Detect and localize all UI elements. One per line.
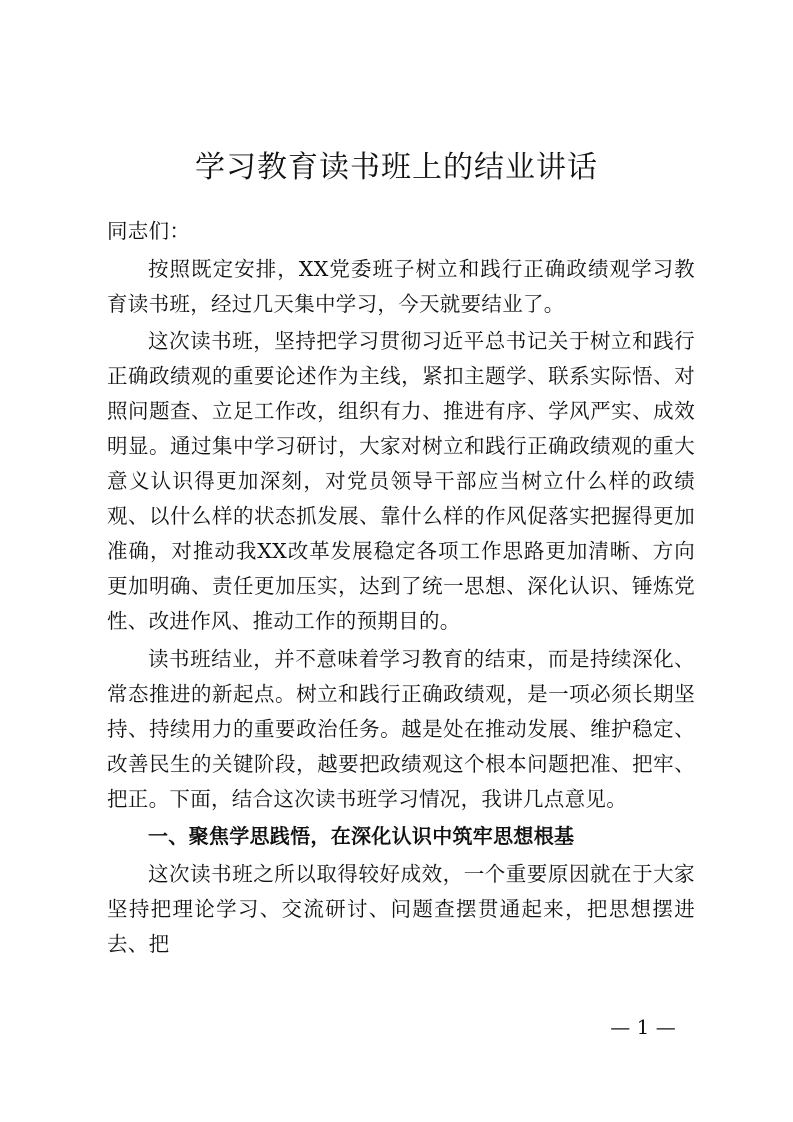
section-heading: 一、聚焦学思践悟，在深化认识中筑牢思想根基 xyxy=(148,824,575,848)
paragraph-section-one: 这次读书班之所以取得较好成效，一个重要原因就在于大家坚持把理论学习、交流研讨、问题查摆贯通起来，把思想摆进去、把 xyxy=(107,861,695,956)
paragraph-new-start: 读书班结业，并不意味着学习教育的结束，而是持续深化、常态推进的新起点。树立和践行正确政绩观，是一项必须长期坚持、持续用力的重要政治任务。越是处在推动发展、维护稳定、改善民生的关键阶段，越要把政绩观这个根本问题把准、把牢、把正。下面，结合这次读书班学习情况，我讲几点意见。 xyxy=(107,646,695,811)
document-body xyxy=(107,214,695,964)
page-number: — 1 — xyxy=(610,1015,676,1039)
paragraph-achievements: 这次读书班，坚持把学习贯彻习近平总书记关于树立和践行正确政绩观的重要论述作为主线，紧扣主题学、联系实际悟、对照问题查、立足工作改，组织有力、推进有序、学风严实、成效明显。通过集中学习研讨，大家对树立和践行正确政绩观的重大意义认识得更加深刻，对党员领导干部应当树立什么样的政绩观、以什么样的状态抓发展、靠什么样的作风促落实把握得更加准确，对推动我XX改革发展稳定各项工作思路更加清晰、方向更加明确、责任更加压实，达到了统一思想、深化认识、锤炼党性、改进作风、推动工作的预期目的。 xyxy=(107,329,695,633)
paragraph-intro: 按照既定安排，XX党委班子树立和践行正确政绩观学习教育读书班，经过几天集中学习，今天就要结业了。 xyxy=(107,256,695,316)
document-title: 学习教育读书班上的结业讲话 xyxy=(195,150,598,185)
salutation: 同志们： xyxy=(107,219,191,243)
